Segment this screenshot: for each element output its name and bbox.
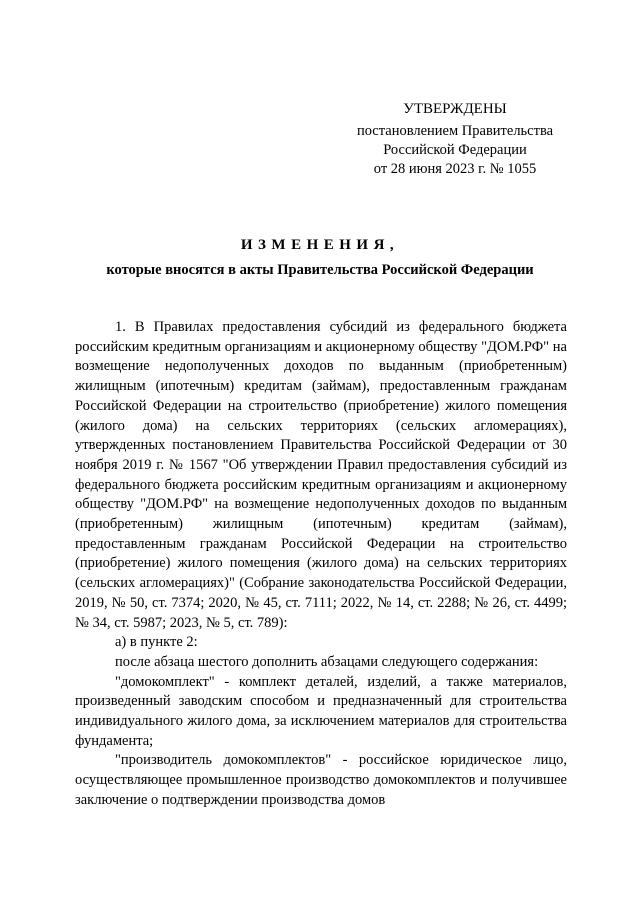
approval-line-2: Российской Федерации [383,142,527,158]
document-subheading: которые вносятся в акты Правительства Российской Федерации [106,262,534,278]
approval-title: УТВЕРЖДЕНЫ [403,101,507,117]
approval-block [350,100,560,179]
document-body [75,318,567,811]
paragraph-4: "домокомплект" - комплект деталей, изделий, а также материалов, произведенный заводским способом и предназначенный для строительства индивидуального жилого дома, за исключением материалов для строительства фундамента; [75,673,567,749]
document-heading: ИЗМЕНЕНИЯ, [240,237,400,253]
paragraph-3: после абзаца шестого дополнить абзацами следующего содержания: [115,653,539,670]
paragraph-2: а) в пункте 2: [115,634,198,651]
approval-line-1: постановлением Правительства [356,123,554,139]
approval-line-3: от 28 июня 2023 г. № 1055 [373,161,537,177]
paragraph-5: "производитель домокомплектов" - российское юридическое лицо, осуществляющее промышленное производство домокомплектов и получившее заключение о подтверждении производства домов [75,752,567,808]
paragraph-1: 1. В Правилах предоставления субсидий из федерального бюджета российским кредитным организациям и акционерному обществу "ДОМ.РФ" на возмещение недополученных доходов по выданным (приобретенным) жилищным (ипотечным) кредитам (займам), предоставленным гражданам Российской Федерации на строительство (приобретение) жилого помещения (жилого дома) на сельских территориях (сельских агломерациях), утвержденных постановлением Правительства Российской Федерации от 30 ноября 2019 г. № 1567 "Об утверждении Правил предоставления субсидий из федерального бюджета российским кредитным организациям и акционерному обществу "ДОМ.РФ" на возмещение недополученных доходов по выданным (приобретенным) жилищным (ипотечным) кредитам (займам), предоставленным гражданам Российской Федерации на строительство (приобретение) жилого помещения (жилого дома) на сельских территориях (сельских агломерациях)" (Собрание законодательства Российской Федерации, 2019, № 50, ст. 7374; 2020, № 45, ст. 7111; 2022, № 14, ст. 2288; № 26, ст. 4499; № 34, ст. 5987; 2023, № 5, ст. 789): [75,319,567,631]
